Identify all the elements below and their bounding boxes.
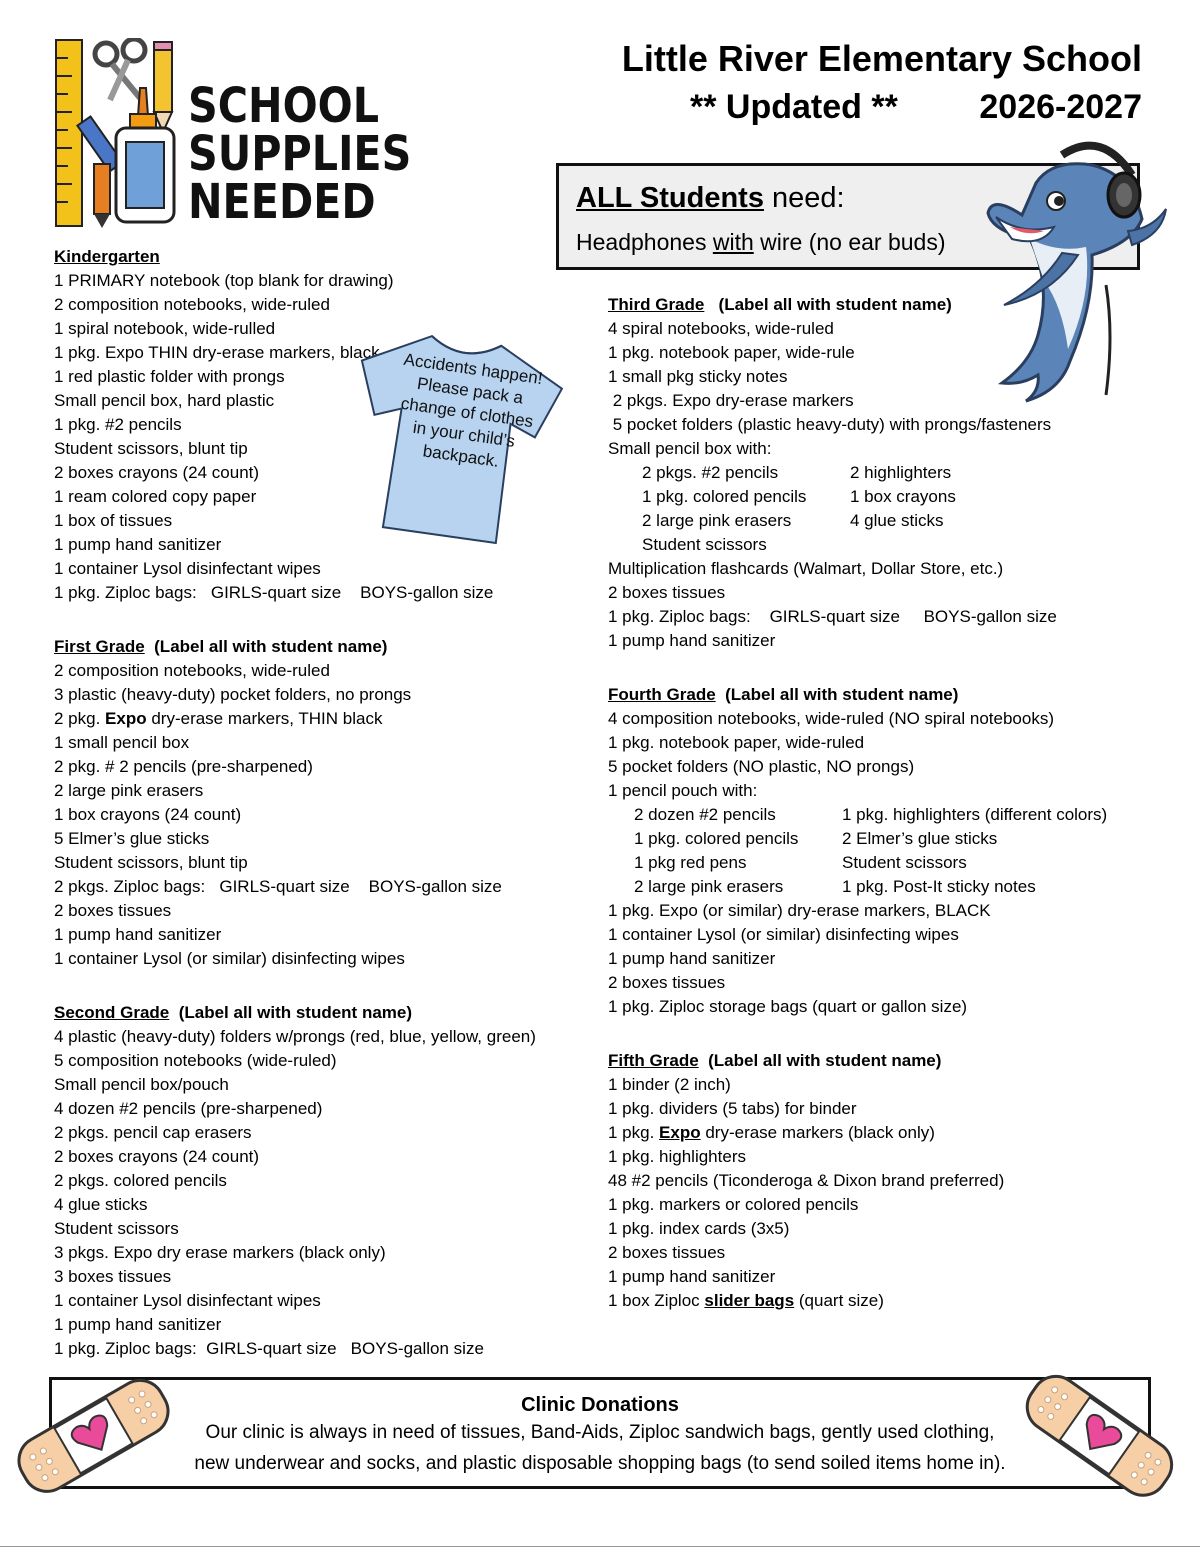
- list-item: Student scissors: [54, 1219, 179, 1238]
- list-item: 1 pkg. Expo THIN dry-erase markers, black: [54, 343, 380, 362]
- list-item: 1 pkg. #2 pencils: [54, 415, 182, 434]
- fourth-grade-heading: Fourth Grade (Label all with student name): [608, 685, 959, 704]
- third-grade-heading: Third Grade (Label all with student name): [608, 295, 952, 314]
- supplies-icon-cluster: [54, 38, 184, 230]
- pencil-box-row: Student scissors: [642, 535, 767, 554]
- pencil-box-row: 2 large pink erasers 4 glue sticks: [642, 511, 944, 530]
- list-item: 2 composition notebooks, wide-ruled: [54, 661, 330, 680]
- list-item: 5 pocket folders (plastic heavy-duty) with prongs/fasteners: [608, 415, 1052, 434]
- list-item: 2 boxes tissues: [608, 973, 726, 992]
- list-item: 2 pkgs. pencil cap erasers: [54, 1123, 252, 1142]
- list-item: 5 pocket folders (NO plastic, NO prongs): [608, 757, 915, 776]
- list-item: 1 pump hand sanitizer: [608, 1267, 776, 1286]
- list-item: 4 glue sticks: [54, 1195, 148, 1214]
- kindergarten-heading: Kindergarten: [54, 247, 160, 266]
- ruler-icon: [56, 40, 82, 226]
- list-item: 1 pkg. markers or colored pencils: [608, 1195, 859, 1214]
- pencil-pouch-row: 2 large pink erasers 1 pkg. Post-It sticky notes: [634, 877, 1036, 896]
- list-item: 1 box crayons (24 count): [54, 805, 242, 824]
- list-item: 2 pkgs. colored pencils: [54, 1171, 227, 1190]
- list-item: 4 plastic (heavy-duty) folders w/prongs (red, blue, yellow, green): [54, 1027, 536, 1046]
- right-column: [608, 293, 1148, 1313]
- pencil-box-row: 2 pkgs. #2 pencils 2 highlighters: [642, 463, 952, 482]
- list-item: 2 boxes crayons (24 count): [54, 463, 260, 482]
- list-item: Student scissors, blunt tip: [54, 853, 248, 872]
- pencil-pouch-row: 1 pkg. colored pencils 2 Elmer’s glue sticks: [634, 829, 998, 848]
- list-item: Multiplication flashcards (Walmart, Dollar Store, etc.): [608, 559, 1004, 578]
- list-item: Small pencil box with:: [608, 439, 772, 458]
- list-item: 2 boxes crayons (24 count): [54, 1147, 260, 1166]
- second-grade-list: [54, 1025, 574, 1361]
- list-item: 1 box Ziploc slider bags (quart size): [608, 1291, 884, 1310]
- second-grade-heading: Second Grade (Label all with student name): [54, 1003, 413, 1022]
- list-item: 1 pump hand sanitizer: [54, 925, 222, 944]
- list-item: 2 pkg. Expo dry-erase markers, THIN black: [54, 709, 383, 728]
- shirt-note-text: Accidents happen! Please pack a change of clothes in your child’s backpack.: [399, 349, 544, 471]
- scissors-icon: [95, 39, 145, 100]
- fifth-grade-list: [608, 1073, 1148, 1313]
- list-item: 2 boxes tissues: [54, 901, 172, 920]
- list-item: 1 ream colored copy paper: [54, 487, 257, 506]
- list-item: 3 boxes tissues: [54, 1267, 172, 1286]
- first-grade-heading: First Grade (Label all with student name): [54, 637, 388, 656]
- list-item: Small pencil box, hard plastic: [54, 391, 275, 410]
- list-item: Small pencil box/pouch: [54, 1075, 229, 1094]
- list-item: 1 pump hand sanitizer: [54, 535, 222, 554]
- list-item: 2 pkgs. Expo dry-erase markers: [608, 391, 854, 410]
- fourth-grade-list: [608, 707, 1148, 1019]
- headphones-requirement: Headphones with wire (no ear buds): [576, 229, 946, 255]
- pencil-box-row: 1 pkg. colored pencils 1 box crayons: [642, 487, 956, 506]
- list-item: 1 pkg. notebook paper, wide-rule: [608, 343, 855, 362]
- logo-word-supplies: SUPPLIES: [188, 126, 412, 182]
- clinic-text-line-2: new underwear and socks, and plastic disposable shopping bags (to send soiled items home in).: [194, 1453, 1006, 1474]
- list-item: 2 boxes tissues: [608, 1243, 726, 1262]
- list-item: 1 pump hand sanitizer: [54, 1315, 222, 1334]
- list-item: 1 red plastic folder with prongs: [54, 367, 285, 386]
- list-item: 5 Elmer’s glue sticks: [54, 829, 210, 848]
- list-item: Student scissors, blunt tip: [54, 439, 248, 458]
- list-item: 1 PRIMARY notebook (top blank for drawing): [54, 271, 394, 290]
- list-item: 1 box of tissues: [54, 511, 173, 530]
- list-item: 1 pkg. notebook paper, wide-ruled: [608, 733, 865, 752]
- school-supplies-logo: [54, 38, 434, 230]
- list-item: 1 container Lysol disinfectant wipes: [54, 1291, 321, 1310]
- clinic-title: Clinic Donations: [521, 1394, 679, 1416]
- list-item: 1 pkg. highlighters: [608, 1147, 746, 1166]
- list-item: 1 pkg. index cards (3x5): [608, 1219, 790, 1238]
- bandaid-heart-icon: [8, 1370, 178, 1500]
- third-grade-list: [608, 317, 1148, 653]
- list-item: 1 container Lysol disinfectant wipes: [54, 559, 321, 578]
- clinic-text-line-1: Our clinic is always in need of tissues, Band-Aids, Ziploc sandwich bags, gently used clothing,: [205, 1422, 995, 1443]
- list-item: 1 pkg. Ziploc storage bags (quart or gallon size): [608, 997, 968, 1016]
- first-grade-list: [54, 659, 574, 971]
- list-item: 4 dozen #2 pencils (pre-sharpened): [54, 1099, 323, 1118]
- list-item: 3 plastic (heavy-duty) pocket folders, no prongs: [54, 685, 412, 704]
- list-item: 1 pump hand sanitizer: [608, 631, 776, 650]
- list-item: 2 composition notebooks, wide-ruled: [54, 295, 330, 314]
- list-item: 2 boxes tissues: [608, 583, 726, 602]
- all-students-heading: ALL Students need:: [576, 182, 845, 214]
- list-item: 48 #2 pencils (Ticonderoga & Dixon brand preferred): [608, 1171, 1005, 1190]
- list-item: 3 pkgs. Expo dry erase markers (black only): [54, 1243, 386, 1262]
- list-item: 1 small pencil box: [54, 733, 190, 752]
- bandaid-heart-icon: [1015, 1370, 1185, 1500]
- list-item: 2 large pink erasers: [54, 781, 204, 800]
- list-item: 4 composition notebooks, wide-ruled (NO spiral notebooks): [608, 709, 1055, 728]
- list-item: 1 pkg. dividers (5 tabs) for binder: [608, 1099, 857, 1118]
- pencil-pouch-row: 1 pkg red pens Student scissors: [634, 853, 967, 872]
- school-year: 2026-2027: [979, 88, 1142, 126]
- school-name: Little River Elementary School: [621, 38, 1142, 79]
- list-item: 2 pkg. # 2 pencils (pre-sharpened): [54, 757, 313, 776]
- list-item: 1 pencil pouch with:: [608, 781, 758, 800]
- list-item: 1 pkg. Ziploc bags: GIRLS-quart size BOYS-gallon size: [54, 1339, 484, 1358]
- list-item: 1 pkg. Expo dry-erase markers (black only): [608, 1123, 935, 1142]
- page-bottom-rule: [0, 1546, 1200, 1547]
- fifth-grade-heading: Fifth Grade (Label all with student name): [608, 1051, 942, 1070]
- logo-word-school: SCHOOL: [188, 78, 380, 134]
- list-item: 1 binder (2 inch): [608, 1075, 731, 1094]
- logo-word-needed: NEEDED: [188, 174, 376, 230]
- list-item: 1 spiral notebook, wide-rulled: [54, 319, 276, 338]
- list-item: 1 container Lysol (or similar) disinfecting wipes: [608, 925, 959, 944]
- list-item: 1 pkg. Ziploc bags: GIRLS-quart size BOYS-gallon size: [608, 607, 1057, 626]
- marker-icon: [94, 164, 110, 228]
- pencil-pouch-row: 2 dozen #2 pencils 1 pkg. highlighters (different colors): [634, 805, 1108, 824]
- list-item: 1 pkg. Ziploc bags: GIRLS-quart size BOYS-gallon size: [54, 583, 494, 602]
- list-item: 1 pkg. Expo (or similar) dry-erase markers, BLACK: [608, 901, 991, 920]
- list-item: 2 pkgs. Ziploc bags: GIRLS-quart size BOYS-gallon size: [54, 877, 502, 896]
- list-item: 5 composition notebooks (wide-ruled): [54, 1051, 337, 1070]
- list-item: 1 small pkg sticky notes: [608, 367, 788, 386]
- list-item: 1 pump hand sanitizer: [608, 949, 776, 968]
- clinic-donations-box: [49, 1377, 1151, 1489]
- list-item: 4 spiral notebooks, wide-ruled: [608, 319, 834, 338]
- list-item: 1 container Lysol (or similar) disinfecting wipes: [54, 949, 405, 968]
- updated-label: ** Updated **: [690, 88, 898, 126]
